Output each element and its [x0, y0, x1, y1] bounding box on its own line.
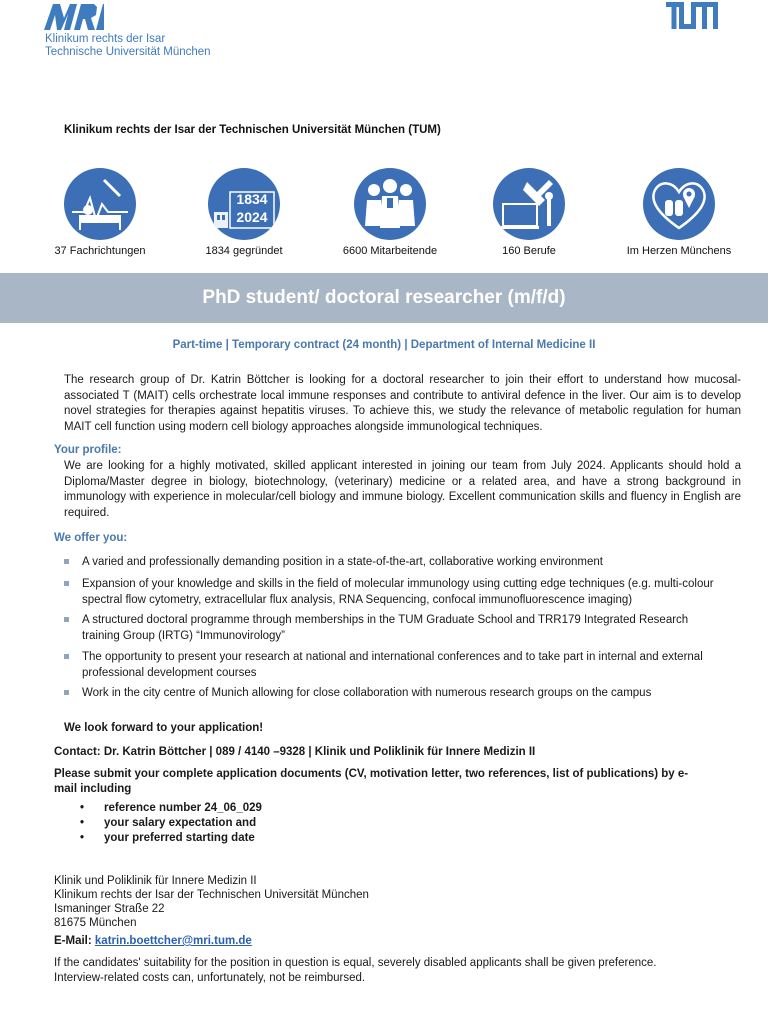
bed-icon: [64, 168, 136, 240]
mri-subtitle: [45, 33, 211, 59]
stat-label: 160 Berufe: [502, 245, 556, 257]
stat-label: 37 Fachrichtungen: [54, 245, 146, 257]
square-bullet-icon: [64, 617, 69, 622]
stat-fachrichtungen: [25, 168, 175, 257]
stat-mitarbeitende: [315, 168, 465, 257]
address-line: Ismaninger Straße 22: [54, 903, 165, 915]
mri-logo: [44, 4, 104, 30]
offer-heading: We offer you:: [54, 532, 128, 544]
address-line: Klinikum rechts der Isar der Technischen Universität München: [54, 889, 369, 901]
look-forward: We look forward to your application!: [64, 722, 264, 734]
square-bullet-icon: [64, 559, 69, 564]
bullet-item: • reference number 24_06_029: [80, 802, 262, 814]
mri-line2: Technische Universität München: [45, 46, 211, 58]
offer-item: Work in the city centre of Munich allowing for close collaboration with numerous research groups on the campus: [64, 686, 714, 702]
mri-line1: Klinikum rechts der Isar: [45, 33, 166, 45]
stat-herzen: [604, 168, 754, 257]
heart-location-icon: [643, 168, 715, 240]
square-bullet-icon: [64, 690, 69, 695]
submit-instructions: Please submit your complete application documents (CV, motivation letter, two references, list of publications) by e-mail including: [54, 768, 689, 795]
people-icon: [354, 168, 426, 240]
address-line: 81675 München: [54, 917, 137, 929]
stat-label: 1834 gegründet: [205, 245, 283, 257]
stat-berufe: [454, 168, 604, 257]
offer-item: A varied and professionally demanding position in a state-of-the-art, collaborative working environment: [64, 555, 714, 571]
email-link[interactable]: katrin.boettcher@mri.tum.de: [94, 935, 252, 947]
year-2024: 2024: [236, 209, 268, 225]
tum-logo: [666, 2, 718, 29]
profile-heading: Your profile:: [54, 444, 122, 456]
offer-item: A structured doctoral programme through memberships in the TUM Graduate School and TRR179 Integrated Research training Group (IRTG) “Immunovirology”: [64, 613, 714, 644]
title-banner: [0, 273, 768, 323]
hospital-title: Klinikum rechts der Isar der Technischen Universität München (TUM): [64, 124, 441, 136]
email-label: E-Mail:: [54, 935, 92, 947]
profile-paragraph: We are looking for a highly motivated, skilled applicant interested in joining our team from July 2024. Applicants should hold a Diploma/Master degree in biology, biotechnology, (veterinary) medicine or a related area, and have a strong background in immunology with experience in molecular/cell biology and immune biology. Excellent communication skills and fluency in English are required.: [64, 460, 741, 519]
tools-icon: [493, 168, 565, 240]
offer-item: Expansion of your knowledge and skills in the field of molecular immunology using cutting edge techniques (e.g. multi-colour spectral flow cytometry, extracellular flux analysis, RNA Sequencing, confocal immunofluorescence imaging): [64, 577, 714, 608]
bullet-item: • your preferred starting date: [80, 832, 255, 844]
contact-line: Contact: Dr. Katrin Böttcher | 089 / 4140 –9328 | Klinik und Poliklinik für Innere Medizin II: [54, 746, 536, 758]
bullet-item: • your salary expectation and: [80, 817, 257, 829]
stat-gegruendet: [169, 168, 319, 257]
year-1834: 1834: [236, 191, 268, 207]
offer-item: The opportunity to present your research at national and international conferences and to take part in internal and external professional development courses: [64, 650, 714, 681]
stat-label: 6600 Mitarbeitende: [342, 245, 438, 257]
address-line: Klinik und Poliklinik für Innere Medizin II: [54, 875, 257, 887]
intro-paragraph: The research group of Dr. Katrin Böttcher is looking for a doctoral researcher to join their effort to understand how mucosal-associated T (MAIT) cells orchestrate local immune responses and contribute to antiviral defence in the liver. Our aim is to develop novel strategies for therapies against hepatitis viruses. To achieve this, we study the relevance of metabolic regulation for human MAIT cell function using modern cell biology approaches alongside immunological techniques.: [64, 374, 741, 433]
job-title: PhD student/ doctoral researcher (m/f/d): [202, 287, 566, 308]
building-icon: [208, 168, 280, 240]
job-meta: Part-time | Temporary contract (24 month) | Department of Internal Medicine II: [172, 339, 596, 351]
square-bullet-icon: [64, 581, 69, 586]
stat-label: Im Herzen Münchens: [626, 245, 732, 257]
email-line: [54, 935, 252, 947]
address-block: [54, 874, 369, 930]
square-bullet-icon: [64, 654, 69, 659]
footer-note: If the candidates' suitability for the position in question is equal, severely disabled applicants shall be given preference. Interview-related costs can, unfortunately, not be reimbursed.: [54, 957, 657, 984]
